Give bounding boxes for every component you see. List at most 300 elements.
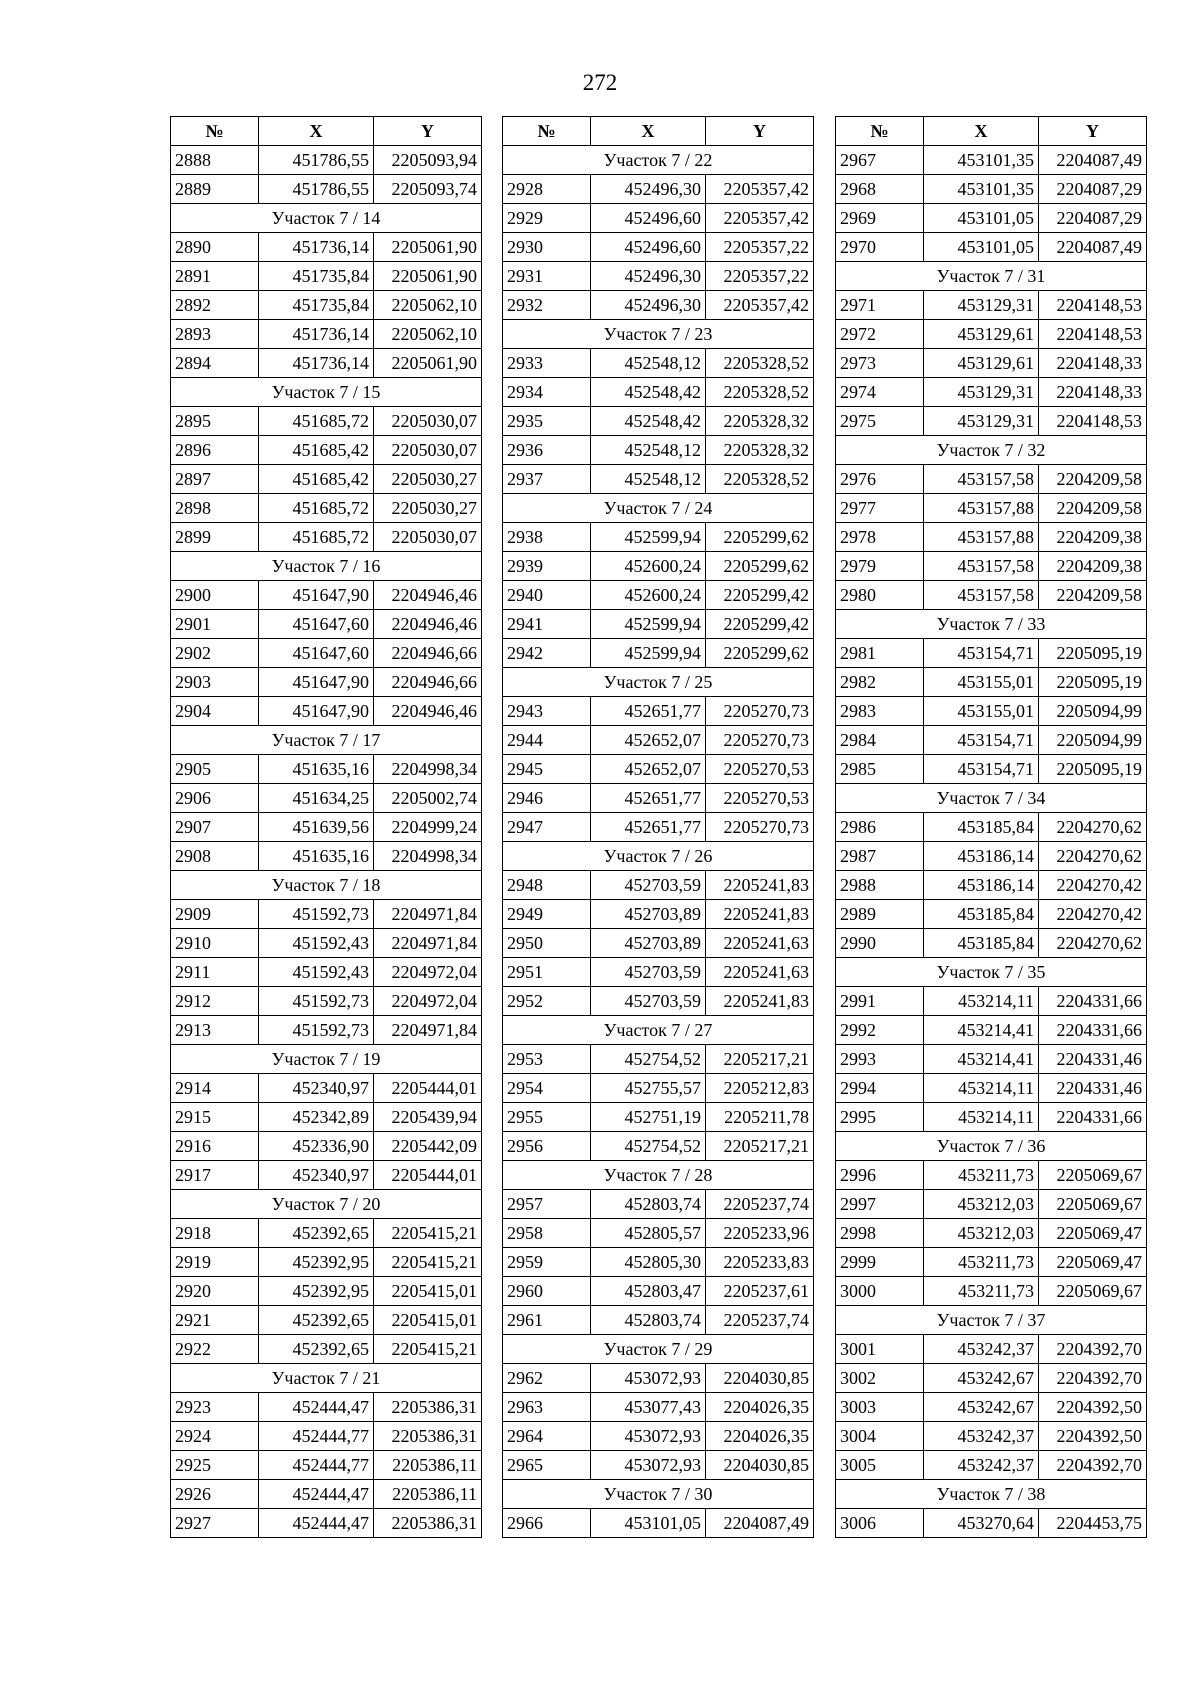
- y-coordinate-cell: 2204392,70: [1039, 1364, 1147, 1393]
- y-coordinate-cell: 2205299,42: [706, 581, 814, 610]
- y-coordinate-cell: 2204998,34: [374, 755, 482, 784]
- x-coordinate-cell: 452755,57: [591, 1074, 706, 1103]
- table-row: [503, 262, 814, 291]
- table-row: [836, 552, 1147, 581]
- table-row: [171, 1277, 482, 1306]
- point-number-cell: 2951: [503, 958, 591, 987]
- table-row: [503, 1364, 814, 1393]
- y-coordinate-cell: 2204946,46: [374, 610, 482, 639]
- x-coordinate-cell: 452805,30: [591, 1248, 706, 1277]
- point-number-cell: 2919: [171, 1248, 259, 1277]
- x-coordinate-cell: 452703,59: [591, 987, 706, 1016]
- table-row: [503, 436, 814, 465]
- point-number-cell: 2915: [171, 1103, 259, 1132]
- x-coordinate-cell: 451647,90: [259, 668, 374, 697]
- x-coordinate-cell: 452548,12: [591, 436, 706, 465]
- point-number-cell: 2931: [503, 262, 591, 291]
- section-row: [503, 146, 814, 175]
- table-row: [171, 1132, 482, 1161]
- point-number-cell: 2986: [836, 813, 924, 842]
- section-title-cell: Участок 7 / 27: [503, 1016, 814, 1045]
- table-row: [503, 1132, 814, 1161]
- table-row: [171, 668, 482, 697]
- table-row: [171, 639, 482, 668]
- x-coordinate-cell: 453214,11: [924, 1103, 1039, 1132]
- point-number-cell: 2917: [171, 1161, 259, 1190]
- x-coordinate-cell: 453077,43: [591, 1393, 706, 1422]
- point-number-cell: 2945: [503, 755, 591, 784]
- point-number-cell: 2985: [836, 755, 924, 784]
- point-number-cell: 2930: [503, 233, 591, 262]
- table-row: [836, 1190, 1147, 1219]
- point-number-cell: 2988: [836, 871, 924, 900]
- y-coordinate-cell: 2205270,53: [706, 784, 814, 813]
- table-row: [503, 929, 814, 958]
- table-row: [503, 465, 814, 494]
- point-number-cell: 2901: [171, 610, 259, 639]
- table-row: [836, 755, 1147, 784]
- table-row: [171, 697, 482, 726]
- y-coordinate-cell: 2205415,21: [374, 1335, 482, 1364]
- point-number-cell: 2994: [836, 1074, 924, 1103]
- x-coordinate-cell: 452803,47: [591, 1277, 706, 1306]
- point-number-cell: 3003: [836, 1393, 924, 1422]
- x-coordinate-cell: 451634,25: [259, 784, 374, 813]
- x-coordinate-cell: 451736,14: [259, 349, 374, 378]
- table-row: [836, 871, 1147, 900]
- y-coordinate-cell: 2205233,96: [706, 1219, 814, 1248]
- point-number-cell: 2968: [836, 175, 924, 204]
- point-number-cell: 2997: [836, 1190, 924, 1219]
- section-title-cell: Участок 7 / 22: [503, 146, 814, 175]
- y-coordinate-cell: 2204209,58: [1039, 465, 1147, 494]
- point-number-cell: 2892: [171, 291, 259, 320]
- table-row: [503, 523, 814, 552]
- point-number-cell: 2921: [171, 1306, 259, 1335]
- point-number-cell: 2909: [171, 900, 259, 929]
- table-row: [171, 1103, 482, 1132]
- y-coordinate-cell: 2204972,04: [374, 958, 482, 987]
- x-coordinate-cell: 453212,03: [924, 1190, 1039, 1219]
- x-coordinate-cell: 452444,77: [259, 1451, 374, 1480]
- y-coordinate-cell: 2205095,19: [1039, 668, 1147, 697]
- y-coordinate-cell: 2205002,74: [374, 784, 482, 813]
- point-number-cell: 2889: [171, 175, 259, 204]
- y-coordinate-cell: 2204030,85: [706, 1451, 814, 1480]
- y-coordinate-cell: 2205357,42: [706, 291, 814, 320]
- point-number-cell: 2971: [836, 291, 924, 320]
- x-coordinate-cell: 453072,93: [591, 1422, 706, 1451]
- x-coordinate-cell: 451635,16: [259, 755, 374, 784]
- table-row: [171, 1480, 482, 1509]
- table-row: [171, 291, 482, 320]
- x-coordinate-cell: 451592,43: [259, 958, 374, 987]
- section-row: [503, 668, 814, 697]
- point-number-cell: 2990: [836, 929, 924, 958]
- table-row: [171, 958, 482, 987]
- x-coordinate-cell: 451685,42: [259, 436, 374, 465]
- table-row: [171, 436, 482, 465]
- x-coordinate-cell: 452392,95: [259, 1248, 374, 1277]
- point-number-cell: 2955: [503, 1103, 591, 1132]
- table-row: [503, 1103, 814, 1132]
- coordinates-table-2: [502, 116, 814, 1538]
- section-title-cell: Участок 7 / 28: [503, 1161, 814, 1190]
- point-number-cell: 2904: [171, 697, 259, 726]
- x-coordinate-cell: 453101,05: [591, 1509, 706, 1538]
- section-row: [503, 1480, 814, 1509]
- table-row: [503, 204, 814, 233]
- point-number-cell: 2906: [171, 784, 259, 813]
- x-coordinate-cell: 452652,07: [591, 726, 706, 755]
- y-coordinate-cell: 2205299,62: [706, 639, 814, 668]
- point-number-cell: 2959: [503, 1248, 591, 1277]
- y-coordinate-cell: 2204087,29: [1039, 175, 1147, 204]
- table-row: [836, 813, 1147, 842]
- y-coordinate-cell: 2204148,33: [1039, 378, 1147, 407]
- point-number-cell: 2970: [836, 233, 924, 262]
- y-coordinate-cell: 2204270,62: [1039, 813, 1147, 842]
- section-row: [836, 610, 1147, 639]
- y-coordinate-cell: 2205415,01: [374, 1277, 482, 1306]
- x-coordinate-cell: 452548,12: [591, 465, 706, 494]
- y-coordinate-cell: 2205357,22: [706, 233, 814, 262]
- section-row: [171, 1045, 482, 1074]
- y-coordinate-cell: 2204026,35: [706, 1422, 814, 1451]
- table-row: [503, 784, 814, 813]
- y-coordinate-cell: 2204209,58: [1039, 494, 1147, 523]
- x-coordinate-cell: 451786,55: [259, 175, 374, 204]
- x-coordinate-cell: 451736,14: [259, 320, 374, 349]
- section-title-cell: Участок 7 / 34: [836, 784, 1147, 813]
- point-number-cell: 2958: [503, 1219, 591, 1248]
- table-row: [503, 1074, 814, 1103]
- section-title-cell: Участок 7 / 16: [171, 552, 482, 581]
- table-row: [503, 987, 814, 1016]
- y-coordinate-cell: 2204209,38: [1039, 523, 1147, 552]
- table-row: [836, 320, 1147, 349]
- table-row: [171, 900, 482, 929]
- x-coordinate-cell: 453212,03: [924, 1219, 1039, 1248]
- table-row: [836, 349, 1147, 378]
- x-coordinate-cell: 453155,01: [924, 697, 1039, 726]
- table-row: [836, 407, 1147, 436]
- point-number-cell: 2975: [836, 407, 924, 436]
- x-coordinate-cell: 452392,65: [259, 1219, 374, 1248]
- x-coordinate-cell: 452496,30: [591, 262, 706, 291]
- table-row: [171, 1016, 482, 1045]
- table-row: [836, 1364, 1147, 1393]
- table-row: [503, 871, 814, 900]
- point-number-cell: 2888: [171, 146, 259, 175]
- table-row: [836, 233, 1147, 262]
- x-coordinate-cell: 452340,97: [259, 1161, 374, 1190]
- x-coordinate-cell: 453185,84: [924, 900, 1039, 929]
- point-number-cell: 2922: [171, 1335, 259, 1364]
- y-coordinate-cell: 2205069,67: [1039, 1277, 1147, 1306]
- x-coordinate-cell: 453129,61: [924, 320, 1039, 349]
- table-row: [171, 1219, 482, 1248]
- x-coordinate-cell: 451647,90: [259, 581, 374, 610]
- column-header-x: X: [591, 117, 706, 146]
- y-coordinate-cell: 2205299,62: [706, 552, 814, 581]
- table-row: [503, 1306, 814, 1335]
- y-coordinate-cell: 2204026,35: [706, 1393, 814, 1422]
- table-row: [836, 1248, 1147, 1277]
- page-number: 272: [582, 70, 618, 95]
- point-number-cell: 2966: [503, 1509, 591, 1538]
- point-number-cell: 3002: [836, 1364, 924, 1393]
- section-row: [836, 436, 1147, 465]
- x-coordinate-cell: 452651,77: [591, 697, 706, 726]
- y-coordinate-cell: 2205241,83: [706, 871, 814, 900]
- y-coordinate-cell: 2204331,46: [1039, 1074, 1147, 1103]
- point-number-cell: 2929: [503, 204, 591, 233]
- x-coordinate-cell: 451685,72: [259, 407, 374, 436]
- point-number-cell: 2972: [836, 320, 924, 349]
- point-number-cell: 2899: [171, 523, 259, 552]
- y-coordinate-cell: 2205237,74: [706, 1306, 814, 1335]
- y-coordinate-cell: 2205439,94: [374, 1103, 482, 1132]
- y-coordinate-cell: 2205444,01: [374, 1161, 482, 1190]
- x-coordinate-cell: 453211,73: [924, 1161, 1039, 1190]
- x-coordinate-cell: 453242,37: [924, 1451, 1039, 1480]
- point-number-cell: 2896: [171, 436, 259, 465]
- y-coordinate-cell: 2205328,52: [706, 349, 814, 378]
- point-number-cell: 2992: [836, 1016, 924, 1045]
- x-coordinate-cell: 451647,60: [259, 610, 374, 639]
- table-row: [171, 494, 482, 523]
- section-row: [503, 320, 814, 349]
- column-header-y: Y: [706, 117, 814, 146]
- point-number-cell: 3004: [836, 1422, 924, 1451]
- y-coordinate-cell: 2204971,84: [374, 900, 482, 929]
- point-number-cell: 2983: [836, 697, 924, 726]
- table-header-row: [503, 117, 814, 146]
- x-coordinate-cell: 453211,73: [924, 1277, 1039, 1306]
- x-coordinate-cell: 452496,30: [591, 291, 706, 320]
- x-coordinate-cell: 452751,19: [591, 1103, 706, 1132]
- table-row: [836, 1103, 1147, 1132]
- table-row: [503, 1045, 814, 1074]
- point-number-cell: 2952: [503, 987, 591, 1016]
- y-coordinate-cell: 2205386,31: [374, 1393, 482, 1422]
- y-coordinate-cell: 2205328,32: [706, 407, 814, 436]
- x-coordinate-cell: 451647,60: [259, 639, 374, 668]
- x-coordinate-cell: 452600,24: [591, 581, 706, 610]
- table-row: [503, 1422, 814, 1451]
- y-coordinate-cell: 2205094,99: [1039, 726, 1147, 755]
- y-coordinate-cell: 2205095,19: [1039, 639, 1147, 668]
- x-coordinate-cell: 452703,89: [591, 929, 706, 958]
- point-number-cell: 2984: [836, 726, 924, 755]
- point-number-cell: 2928: [503, 175, 591, 204]
- point-number-cell: 2953: [503, 1045, 591, 1074]
- point-number-cell: 2903: [171, 668, 259, 697]
- x-coordinate-cell: 453214,11: [924, 987, 1039, 1016]
- table-header-row: [836, 117, 1147, 146]
- y-coordinate-cell: 2205237,61: [706, 1277, 814, 1306]
- x-coordinate-cell: 452340,97: [259, 1074, 374, 1103]
- y-coordinate-cell: 2204087,49: [706, 1509, 814, 1538]
- table-row: [836, 1335, 1147, 1364]
- point-number-cell: 2980: [836, 581, 924, 610]
- x-coordinate-cell: 451592,73: [259, 900, 374, 929]
- y-coordinate-cell: 2205357,22: [706, 262, 814, 291]
- section-title-cell: Участок 7 / 21: [171, 1364, 482, 1393]
- table-body: [503, 146, 814, 1538]
- y-coordinate-cell: 2204331,46: [1039, 1045, 1147, 1074]
- y-coordinate-cell: 2205270,73: [706, 726, 814, 755]
- point-number-cell: 2891: [171, 262, 259, 291]
- x-coordinate-cell: 452599,94: [591, 610, 706, 639]
- section-title-cell: Участок 7 / 17: [171, 726, 482, 755]
- x-coordinate-cell: 452444,47: [259, 1509, 374, 1538]
- column-header-y: Y: [1039, 117, 1147, 146]
- y-coordinate-cell: 2205030,27: [374, 494, 482, 523]
- table-row: [503, 552, 814, 581]
- x-coordinate-cell: 452703,59: [591, 871, 706, 900]
- point-number-cell: 2890: [171, 233, 259, 262]
- point-number-cell: 2995: [836, 1103, 924, 1132]
- x-coordinate-cell: 453129,31: [924, 291, 1039, 320]
- x-coordinate-cell: 452651,77: [591, 784, 706, 813]
- y-coordinate-cell: 2205069,47: [1039, 1219, 1147, 1248]
- x-coordinate-cell: 451786,55: [259, 146, 374, 175]
- table-row: [171, 233, 482, 262]
- point-number-cell: 2977: [836, 494, 924, 523]
- y-coordinate-cell: 2204971,84: [374, 1016, 482, 1045]
- table-row: [836, 668, 1147, 697]
- y-coordinate-cell: 2205061,90: [374, 262, 482, 291]
- y-coordinate-cell: 2204392,50: [1039, 1393, 1147, 1422]
- y-coordinate-cell: 2205270,53: [706, 755, 814, 784]
- point-number-cell: 2950: [503, 929, 591, 958]
- y-coordinate-cell: 2204087,29: [1039, 204, 1147, 233]
- y-coordinate-cell: 2204946,66: [374, 639, 482, 668]
- table-row: [836, 1074, 1147, 1103]
- table-row: [503, 726, 814, 755]
- y-coordinate-cell: 2204270,42: [1039, 871, 1147, 900]
- x-coordinate-cell: 453242,67: [924, 1393, 1039, 1422]
- y-coordinate-cell: 2204209,58: [1039, 581, 1147, 610]
- y-coordinate-cell: 2205386,11: [374, 1451, 482, 1480]
- table-body: [171, 146, 482, 1538]
- y-coordinate-cell: 2205217,21: [706, 1132, 814, 1161]
- y-coordinate-cell: 2205328,52: [706, 465, 814, 494]
- x-coordinate-cell: 452444,47: [259, 1480, 374, 1509]
- point-number-cell: 2961: [503, 1306, 591, 1335]
- point-number-cell: 2897: [171, 465, 259, 494]
- table-row: [171, 523, 482, 552]
- point-number-cell: 2898: [171, 494, 259, 523]
- point-number-cell: 2918: [171, 1219, 259, 1248]
- point-number-cell: 2993: [836, 1045, 924, 1074]
- table-row: [171, 987, 482, 1016]
- x-coordinate-cell: 451736,14: [259, 233, 374, 262]
- x-coordinate-cell: 452754,52: [591, 1045, 706, 1074]
- section-title-cell: Участок 7 / 25: [503, 668, 814, 697]
- table-row: [836, 1045, 1147, 1074]
- y-coordinate-cell: 2205270,73: [706, 697, 814, 726]
- x-coordinate-cell: 451592,73: [259, 987, 374, 1016]
- point-number-cell: 2908: [171, 842, 259, 871]
- column-header-x: X: [259, 117, 374, 146]
- x-coordinate-cell: 453157,58: [924, 581, 1039, 610]
- point-number-cell: 2962: [503, 1364, 591, 1393]
- table-row: [836, 1509, 1147, 1538]
- y-coordinate-cell: 2205030,07: [374, 523, 482, 552]
- section-row: [171, 726, 482, 755]
- x-coordinate-cell: 453154,71: [924, 755, 1039, 784]
- x-coordinate-cell: 453129,61: [924, 349, 1039, 378]
- y-coordinate-cell: 2204392,70: [1039, 1451, 1147, 1480]
- table-row: [503, 349, 814, 378]
- point-number-cell: 2954: [503, 1074, 591, 1103]
- table-row: [171, 1161, 482, 1190]
- point-number-cell: 2920: [171, 1277, 259, 1306]
- point-number-cell: 2998: [836, 1219, 924, 1248]
- x-coordinate-cell: 453072,93: [591, 1364, 706, 1393]
- table-row: [836, 581, 1147, 610]
- y-coordinate-cell: 2205212,83: [706, 1074, 814, 1103]
- section-row: [503, 842, 814, 871]
- y-coordinate-cell: 2205233,83: [706, 1248, 814, 1277]
- table-row: [836, 1016, 1147, 1045]
- x-coordinate-cell: 452548,42: [591, 407, 706, 436]
- table-row: [836, 1219, 1147, 1248]
- point-number-cell: 2941: [503, 610, 591, 639]
- section-row: [836, 1480, 1147, 1509]
- x-coordinate-cell: 453214,41: [924, 1016, 1039, 1045]
- y-coordinate-cell: 2204946,46: [374, 581, 482, 610]
- x-coordinate-cell: 452444,77: [259, 1422, 374, 1451]
- point-number-cell: 2991: [836, 987, 924, 1016]
- y-coordinate-cell: 2205069,67: [1039, 1190, 1147, 1219]
- point-number-cell: 2944: [503, 726, 591, 755]
- x-coordinate-cell: 452342,89: [259, 1103, 374, 1132]
- section-row: [171, 871, 482, 900]
- table-row: [171, 1248, 482, 1277]
- x-coordinate-cell: 453101,35: [924, 175, 1039, 204]
- section-row: [171, 1364, 482, 1393]
- table-row: [171, 1509, 482, 1538]
- x-coordinate-cell: 452805,57: [591, 1219, 706, 1248]
- table-header-row: [171, 117, 482, 146]
- y-coordinate-cell: 2205217,21: [706, 1045, 814, 1074]
- point-number-cell: 2989: [836, 900, 924, 929]
- y-coordinate-cell: 2204030,85: [706, 1364, 814, 1393]
- table-row: [503, 1190, 814, 1219]
- x-coordinate-cell: 452392,95: [259, 1277, 374, 1306]
- y-coordinate-cell: 2204392,70: [1039, 1335, 1147, 1364]
- x-coordinate-cell: 452548,42: [591, 378, 706, 407]
- section-row: [503, 494, 814, 523]
- y-coordinate-cell: 2204087,49: [1039, 146, 1147, 175]
- y-coordinate-cell: 2205069,67: [1039, 1161, 1147, 1190]
- x-coordinate-cell: 452336,90: [259, 1132, 374, 1161]
- point-number-cell: 2939: [503, 552, 591, 581]
- section-title-cell: Участок 7 / 37: [836, 1306, 1147, 1335]
- table-row: [503, 1451, 814, 1480]
- section-row: [836, 958, 1147, 987]
- point-number-cell: 2927: [171, 1509, 259, 1538]
- point-number-cell: 2932: [503, 291, 591, 320]
- table-row: [503, 610, 814, 639]
- y-coordinate-cell: 2204331,66: [1039, 1103, 1147, 1132]
- x-coordinate-cell: 451685,72: [259, 523, 374, 552]
- section-title-cell: Участок 7 / 30: [503, 1480, 814, 1509]
